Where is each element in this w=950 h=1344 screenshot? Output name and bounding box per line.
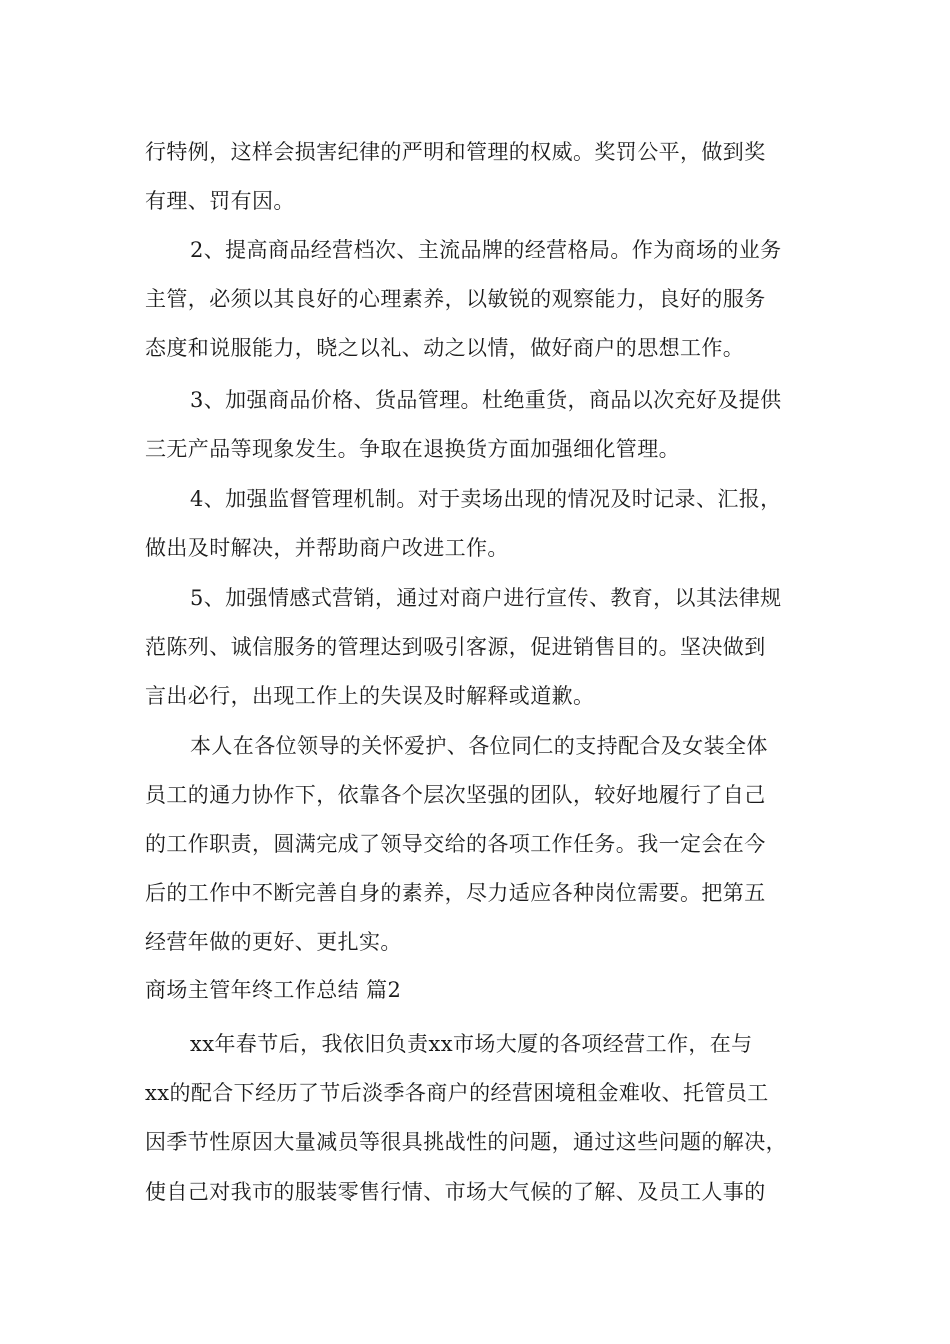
text-line: 言出必行，出现工作上的失误及时解释或道歉。 <box>145 684 595 708</box>
text-line: xx年春节后，我依旧负责xx市场大厦的各项经营工作，在与 <box>190 1032 753 1056</box>
text-line: 5、加强情感式营销，通过对商户进行宣传、教育，以其法律规 <box>190 586 782 610</box>
text-line: 4、加强监督管理机制。对于卖场出现的情况及时记录、汇报， <box>190 487 782 511</box>
text-line: 因季节性原因大量减员等很具挑战性的问题，通过这些问题的解决， <box>145 1130 787 1154</box>
text-line: 经营年做的更好、更扎实。 <box>145 930 402 954</box>
text-line: 有理、罚有因。 <box>145 189 295 213</box>
text-line: 3、加强商品价格、货品管理。杜绝重货，商品以次充好及提供 <box>190 388 782 412</box>
text-line: 主管，必须以其良好的心理素养，以敏锐的观察能力，良好的服务 <box>145 287 766 311</box>
text-line: 使自己对我市的服装零售行情、市场大气候的了解、及员工人事的 <box>145 1180 766 1204</box>
text-line: 范陈列、诚信服务的管理达到吸引客源，促进销售目的。坚决做到 <box>145 635 766 659</box>
section-heading: 商场主管年终工作总结 篇2 <box>145 978 402 1002</box>
text-line: 的工作职责，圆满完成了领导交给的各项工作任务。我一定会在今 <box>145 832 766 856</box>
text-line: 2、提高商品经营档次、主流品牌的经营格局。作为商场的业务 <box>190 238 782 262</box>
text-line: 行特例，这样会损害纪律的严明和管理的权威。奖罚公平，做到奖 <box>145 140 766 164</box>
text-line: 后的工作中不断完善自身的素养，尽力适应各种岗位需要。把第五 <box>145 881 766 905</box>
text-line: 做出及时解决，并帮助商户改进工作。 <box>145 536 509 560</box>
text-line: 态度和说服能力，晓之以礼、动之以情，做好商户的思想工作。 <box>145 336 745 360</box>
text-line: 三无产品等现象发生。争取在退换货方面加强细化管理。 <box>145 437 680 461</box>
text-line: 员工的通力协作下，依靠各个层次坚强的团队，较好地履行了自己 <box>145 783 766 807</box>
text-line: 本人在各位领导的关怀爱护、各位同仁的支持配合及女装全体 <box>190 734 768 758</box>
text-line: xx的配合下经历了节后淡季各商户的经营困境租金难收、托管员工 <box>145 1081 769 1105</box>
